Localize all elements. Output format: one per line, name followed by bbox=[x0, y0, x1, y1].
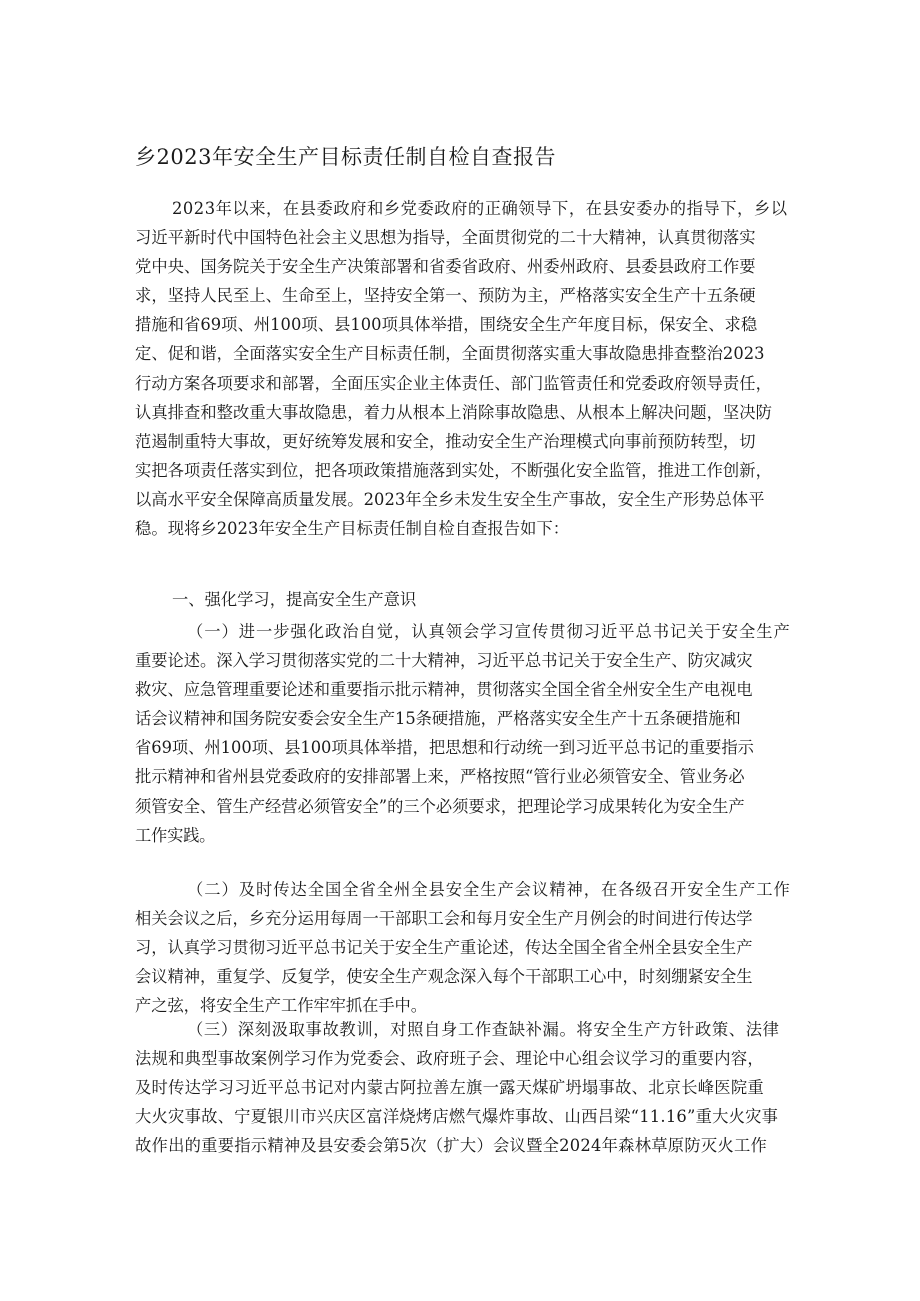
text-line: 求，坚持人民至上、生命至上，坚持安全第一、预防为主，严格落实安全生产十五条硬 bbox=[135, 286, 756, 306]
text-line: （一）进一步强化政治自觉，认真领会学习宣传贯彻习近平总书记关于安全生产 bbox=[187, 622, 791, 641]
text-line: 故作出的重要指示精神及县安委会第5次（扩大）会议暨全2024年森林草原防灭火工作 bbox=[135, 1136, 768, 1156]
text-line: 会议精神，重复学、反复学，使安全生产观念深入每个干部职工心中，时刻绷紧安全生 bbox=[135, 967, 753, 987]
text-line: 工作实践。 bbox=[135, 825, 216, 845]
text-line: 认真排查和整改重大事故隐患，着力从根本上消除事故隐患、从根本上解决问题，坚决防 bbox=[135, 402, 772, 422]
text-line: 定、促和谐，全面落实安全生产目标责任制，全面贯彻落实重大事故隐患排查整治2023 bbox=[135, 344, 765, 364]
text-line: 习，认真学习贯彻习近平总书记关于安全生产重论述，传达全国全省全州全县安全生产 bbox=[135, 938, 753, 958]
paragraph-3 bbox=[135, 1015, 780, 1160]
text-line: （三）深刻汲取事故教训，对照自身工作查缺补漏。将安全生产方针政策、法律 bbox=[187, 1020, 780, 1039]
paragraph-2 bbox=[135, 875, 791, 1020]
text-line: 习近平新时代中国特色社会主义思想为指导，全面贯彻党的二十大精神，认真贯彻落实 bbox=[135, 228, 756, 248]
text-line: 法规和典型事故案例学习作为党委会、政府班子会、理论中心组会议学习的重要内容， bbox=[135, 1049, 764, 1069]
text-line: 救灾、应急管理重要论述和重要指示批示精神，贯彻落实全国全省全州安全生产电视电 bbox=[135, 680, 753, 700]
text-line: 及时传达学习习近平总书记对内蒙古阿拉善左旗一露天煤矿坍塌事故、北京长峰医院重 bbox=[135, 1078, 764, 1098]
text-line: 行动方案各项要求和部署，全面压实企业主体责任、部门监管责任和党委政府领导责任， bbox=[135, 373, 772, 393]
text-line: （二）及时传达全国全省全州全县安全生产会议精神，在各级召开安全生产工作 bbox=[187, 880, 791, 899]
text-line: 重要论述。深入学习贯彻落实党的二十大精神，习近平总书记关于安全生产、防灾减灾 bbox=[135, 651, 753, 671]
text-line: 措施和省69项、州100项、县100项具体举措，围绕安全生产年度目标，保安全、求稳 bbox=[135, 315, 758, 335]
text-line: 实把各项责任落实到位，把各项政策措施落到实处，不断强化安全监管，推进工作创新， bbox=[135, 460, 772, 480]
text-line: 以高水平安全保障高质量发展。2023年全乡未发生安全生产事故，安全生产形势总体平 bbox=[135, 489, 765, 509]
paragraph-1 bbox=[135, 617, 791, 850]
section-heading-1: 一、强化学习，提高安全生产意识 bbox=[172, 590, 417, 609]
document-title: 乡2023年安全生产目标责任制自检自查报告 bbox=[135, 145, 556, 169]
text-line: 批示精神和省州县党委政府的安排部署上来，严格按照“管行业必须管安全、管业务必 bbox=[135, 767, 745, 787]
text-line: 范遏制重特大事故，更好统筹发展和安全，推动安全生产治理模式向事前预防转型，切 bbox=[135, 431, 756, 451]
text-line: 话会议精神和国务院安委会安全生产15条硬措施，严格落实安全生产十五条硬措施和 bbox=[135, 709, 741, 729]
intro-paragraph bbox=[135, 194, 788, 543]
text-line: 相关会议之后，乡充分运用每周一干部职工会和每月安全生产月例会的时间进行传达学 bbox=[135, 909, 753, 929]
text-line: 2023年以来，在县委政府和乡党委政府的正确领导下，在县安委办的指导下，乡以 bbox=[172, 199, 788, 218]
text-line: 须管安全、管生产经营必须管安全”的三个必须要求，把理论学习成果转化为安全生产 bbox=[135, 796, 745, 816]
text-line: 省69项、州100项、县100项具体举措，把思想和行动统一到习近平总书记的重要指示 bbox=[135, 738, 754, 758]
text-line: 党中央、国务院关于安全生产决策部署和省委省政府、州委州政府、县委县政府工作要 bbox=[135, 257, 756, 277]
text-line: 大火灾事故、宁夏银川市兴庆区富洋烧烤店燃气爆炸事故、山西吕梁“11.16”重大火灾事 bbox=[135, 1107, 779, 1127]
text-line: 稳。现将乡2023年安全生产目标责任制自检自查报告如下： bbox=[135, 519, 570, 539]
text-line: 产之弦，将安全生产工作牢牢抓在手中。 bbox=[135, 996, 427, 1016]
